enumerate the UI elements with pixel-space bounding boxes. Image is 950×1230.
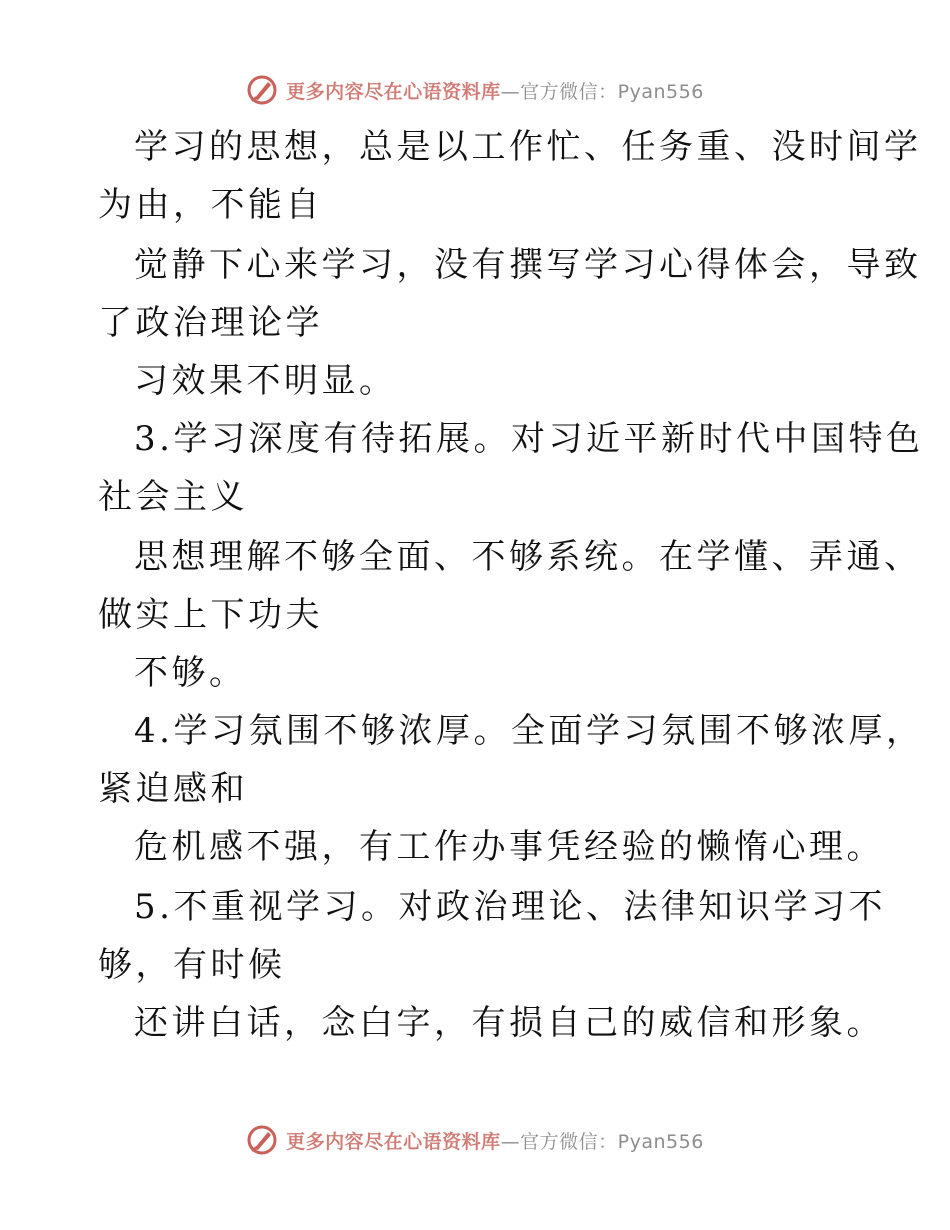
paragraph-line: 还讲白话，念白字，有损自己的威信和形象。 [134,1003,884,1043]
header-watermark-banner [0,70,950,110]
paragraph-line: 紧迫感和 [98,769,248,809]
quill-pen-logo-icon [246,1124,278,1156]
quill-pen-logo-icon [246,74,278,106]
header-wechat-text: —官方微信：Pyan556 [500,80,704,103]
list-item-4: 4.学习氛围不够浓厚。全面学习氛围不够浓厚， [134,711,924,751]
paragraph-line: 学习的思想，总是以工作忙、任务重、没时间学 [134,127,922,167]
footer-wechat-text: —官方微信：Pyan556 [500,1130,704,1153]
footer-watermark-banner [0,1120,950,1160]
paragraph-line: 思想理解不够全面、不够系统。在学懂、弄通、 [134,537,922,577]
paragraph-line: 社会主义 [98,477,248,517]
footer-watermark-text [286,1127,704,1154]
paragraph-line: 危机感不强，有工作办事凭经验的懒惰心理。 [134,827,884,867]
paragraph-line: 了政治理论学 [98,303,323,343]
header-brand-text: 更多内容尽在心语资料库 [286,80,501,103]
header-watermark-text [286,77,704,104]
paragraph-line: 不够。 [134,653,247,693]
list-item-5: 5.不重视学习。对政治理论、法律知识学习不 [134,887,886,927]
paragraph-line: 做实上下功夫 [98,595,323,635]
footer-brand-text: 更多内容尽在心语资料库 [286,1130,501,1153]
list-item-3: 3.学习深度有待拓展。对习近平新时代中国特色 [134,419,924,459]
paragraph-line: 够，有时候 [98,945,286,985]
paragraph-line: 觉静下心来学习，没有撰写学习心得体会，导致 [134,245,922,285]
paragraph-line: 为由，不能自 [98,185,323,225]
paragraph-line: 习效果不明显。 [134,361,397,401]
